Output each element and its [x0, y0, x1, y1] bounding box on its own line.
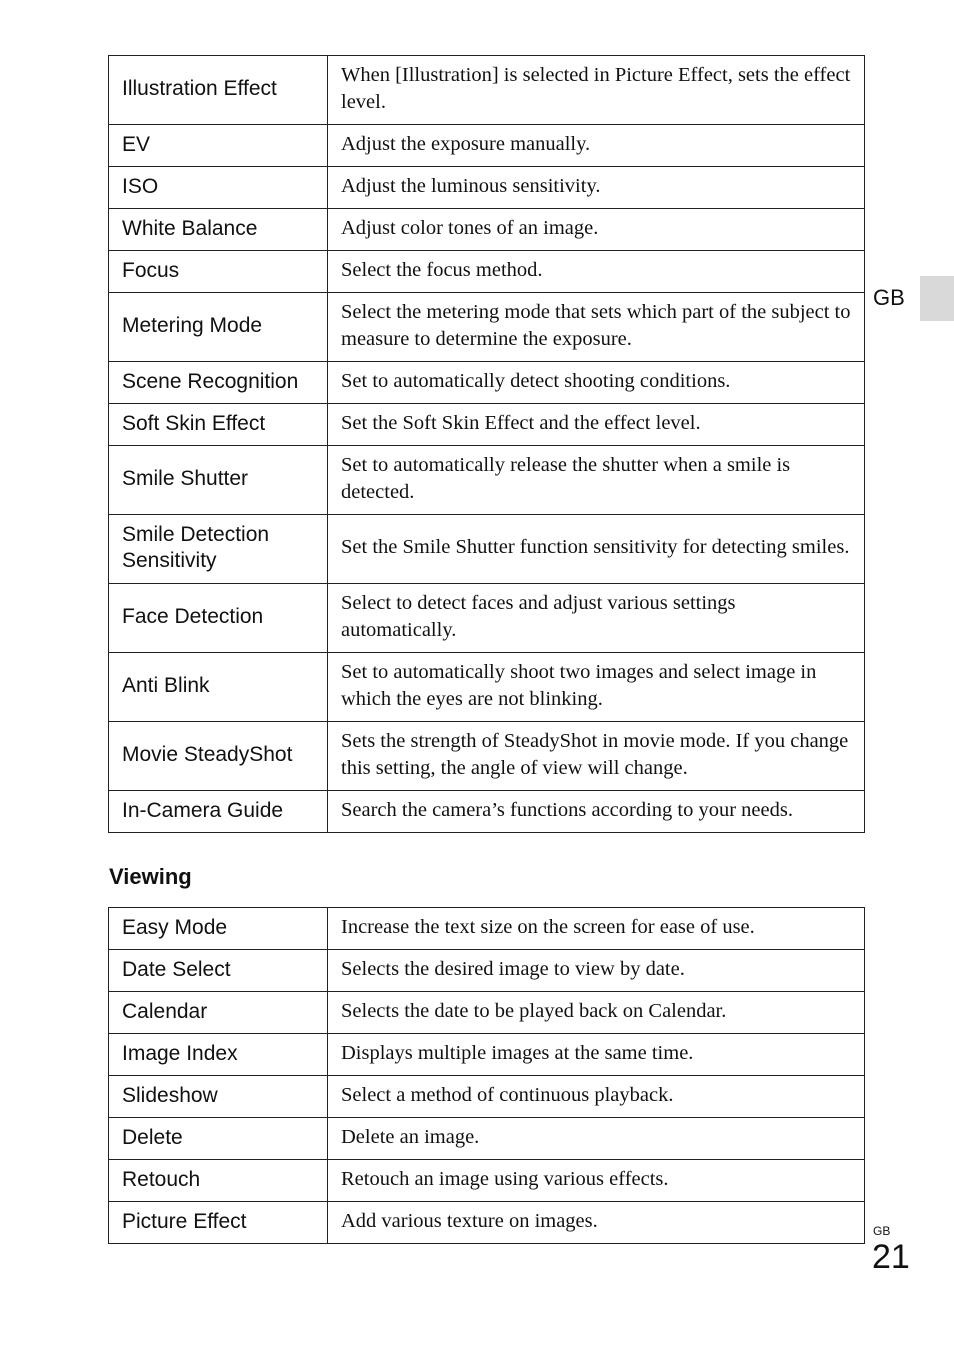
setting-description: Retouch an image using various effects.: [341, 1167, 669, 1190]
setting-name: Movie SteadyShot: [122, 743, 293, 766]
setting-name-cell: [109, 722, 328, 791]
setting-description: Search the camera’s functions according to your needs.: [341, 798, 793, 821]
setting-description-cell: [328, 1202, 865, 1244]
setting-description-cell: [328, 125, 865, 167]
setting-description-cell: [328, 908, 865, 950]
setting-name: Anti Blink: [122, 674, 210, 697]
setting-name: Face Detection: [122, 605, 264, 628]
setting-description-cell: [328, 1160, 865, 1202]
footer-language: GB: [873, 1224, 891, 1238]
setting-name-cell: [109, 446, 328, 515]
setting-description-cell: [328, 950, 865, 992]
setting-description-cell: [328, 293, 865, 362]
setting-description: Select the focus method.: [341, 258, 543, 281]
setting-description-cell: [328, 791, 865, 833]
setting-description-cell: [328, 1076, 865, 1118]
table-row: [109, 1076, 865, 1118]
setting-name-cell: [109, 653, 328, 722]
setting-description-cell: [328, 209, 865, 251]
table-row: [109, 791, 865, 833]
setting-name: Delete: [122, 1125, 183, 1149]
setting-name-cell: [109, 293, 328, 362]
setting-description-cell: [328, 992, 865, 1034]
setting-name: Calendar: [122, 999, 208, 1023]
table-row: [109, 56, 865, 125]
setting-description: Sets the strength of SteadyShot in movie mode. If you change this setting, the angle of view will change.: [341, 729, 849, 779]
setting-name-cell: [109, 950, 328, 992]
setting-name-cell: [109, 125, 328, 167]
setting-name: Soft Skin Effect: [122, 411, 266, 435]
setting-name-cell: [109, 791, 328, 833]
side-language-label: GB: [873, 285, 905, 310]
setting-name: Smile Shutter: [122, 467, 249, 490]
setting-description: Select the metering mode that sets which part of the subject to measure to determine the exposure.: [341, 300, 851, 350]
setting-name: Scene Recognition: [122, 369, 299, 393]
table-row: [109, 515, 865, 584]
setting-name: Easy Mode: [122, 915, 228, 939]
setting-description: When [Illustration] is selected in Picture Effect, sets the effect level.: [341, 63, 851, 113]
table-row: [109, 1160, 865, 1202]
setting-name: Smile Detection Sensitivity: [122, 523, 270, 572]
setting-description: Selects the date to be played back on Calendar.: [341, 999, 727, 1022]
shooting-settings-rows: [109, 56, 865, 833]
table-row: [109, 362, 865, 404]
table-row: [109, 251, 865, 293]
setting-description-cell: [328, 1034, 865, 1076]
setting-name: EV: [122, 132, 151, 156]
table-row: [109, 1034, 865, 1076]
setting-name-cell: [109, 56, 328, 125]
table-row: [109, 404, 865, 446]
setting-description: Set to automatically detect shooting conditions.: [341, 369, 731, 392]
setting-description-cell: [328, 584, 865, 653]
setting-name-cell: [109, 908, 328, 950]
table-row: [109, 209, 865, 251]
table-row: [109, 1118, 865, 1160]
setting-description-cell: [328, 404, 865, 446]
setting-name: Picture Effect: [122, 1209, 247, 1233]
setting-description: Select to detect faces and adjust various settings automatically.: [341, 591, 736, 641]
setting-description-cell: [328, 56, 865, 125]
setting-name-cell: [109, 251, 328, 293]
setting-description-cell: [328, 1118, 865, 1160]
setting-name: Image Index: [122, 1041, 238, 1065]
setting-description: Adjust color tones of an image.: [341, 216, 599, 239]
setting-name-cell: [109, 515, 328, 584]
setting-name: Slideshow: [122, 1083, 218, 1107]
setting-name: Illustration Effect: [122, 77, 277, 100]
viewing-settings-table: [108, 907, 865, 1244]
setting-description-cell: [328, 251, 865, 293]
setting-description: Set to automatically release the shutter when a smile is detected.: [341, 453, 791, 503]
setting-name: Retouch: [122, 1167, 201, 1191]
table-row: [109, 293, 865, 362]
setting-name: ISO: [122, 174, 159, 198]
setting-description: Set the Smile Shutter function sensitivity for detecting smiles.: [341, 536, 850, 559]
setting-name-cell: [109, 404, 328, 446]
shooting-settings-table: [108, 55, 865, 833]
setting-description-cell: [328, 167, 865, 209]
setting-name: In-Camera Guide: [122, 798, 284, 822]
setting-name: Date Select: [122, 957, 231, 981]
setting-name: Metering Mode: [122, 314, 263, 337]
setting-description-cell: [328, 446, 865, 515]
setting-name: White Balance: [122, 216, 258, 240]
setting-description: Displays multiple images at the same time.: [341, 1041, 694, 1064]
setting-name-cell: [109, 362, 328, 404]
viewing-settings-rows: [109, 908, 865, 1244]
page-number: 21: [872, 1238, 910, 1276]
setting-description: Add various texture on images.: [341, 1209, 598, 1232]
setting-description: Increase the text size on the screen for ease of use.: [341, 915, 755, 938]
setting-description-cell: [328, 722, 865, 791]
table-row: [109, 584, 865, 653]
setting-name-cell: [109, 992, 328, 1034]
setting-description: Set the Soft Skin Effect and the effect level.: [341, 411, 701, 434]
setting-description: Selects the desired image to view by date.: [341, 957, 685, 980]
table-row: [109, 950, 865, 992]
setting-name-cell: [109, 167, 328, 209]
setting-description: Set to automatically shoot two images and select image in which the eyes are not blinking.: [341, 660, 817, 710]
setting-name-cell: [109, 209, 328, 251]
section-heading-viewing: Viewing: [109, 864, 192, 889]
setting-name: Focus: [122, 258, 180, 282]
setting-name-cell: [109, 1202, 328, 1244]
setting-description: Adjust the luminous sensitivity.: [341, 174, 601, 197]
table-row: [109, 722, 865, 791]
setting-description-cell: [328, 515, 865, 584]
setting-description-cell: [328, 362, 865, 404]
setting-name-cell: [109, 1076, 328, 1118]
setting-name-cell: [109, 1034, 328, 1076]
setting-description: Adjust the exposure manually.: [341, 132, 591, 155]
table-row: [109, 1202, 865, 1244]
setting-name-cell: [109, 1118, 328, 1160]
table-row: [109, 908, 865, 950]
table-row: [109, 167, 865, 209]
table-row: [109, 446, 865, 515]
setting-description-cell: [328, 653, 865, 722]
setting-name-cell: [109, 584, 328, 653]
setting-description: Select a method of continuous playback.: [341, 1083, 674, 1106]
side-language-tab: [920, 276, 954, 321]
table-row: [109, 992, 865, 1034]
table-row: [109, 653, 865, 722]
setting-description: Delete an image.: [341, 1125, 480, 1148]
table-row: [109, 125, 865, 167]
setting-name-cell: [109, 1160, 328, 1202]
